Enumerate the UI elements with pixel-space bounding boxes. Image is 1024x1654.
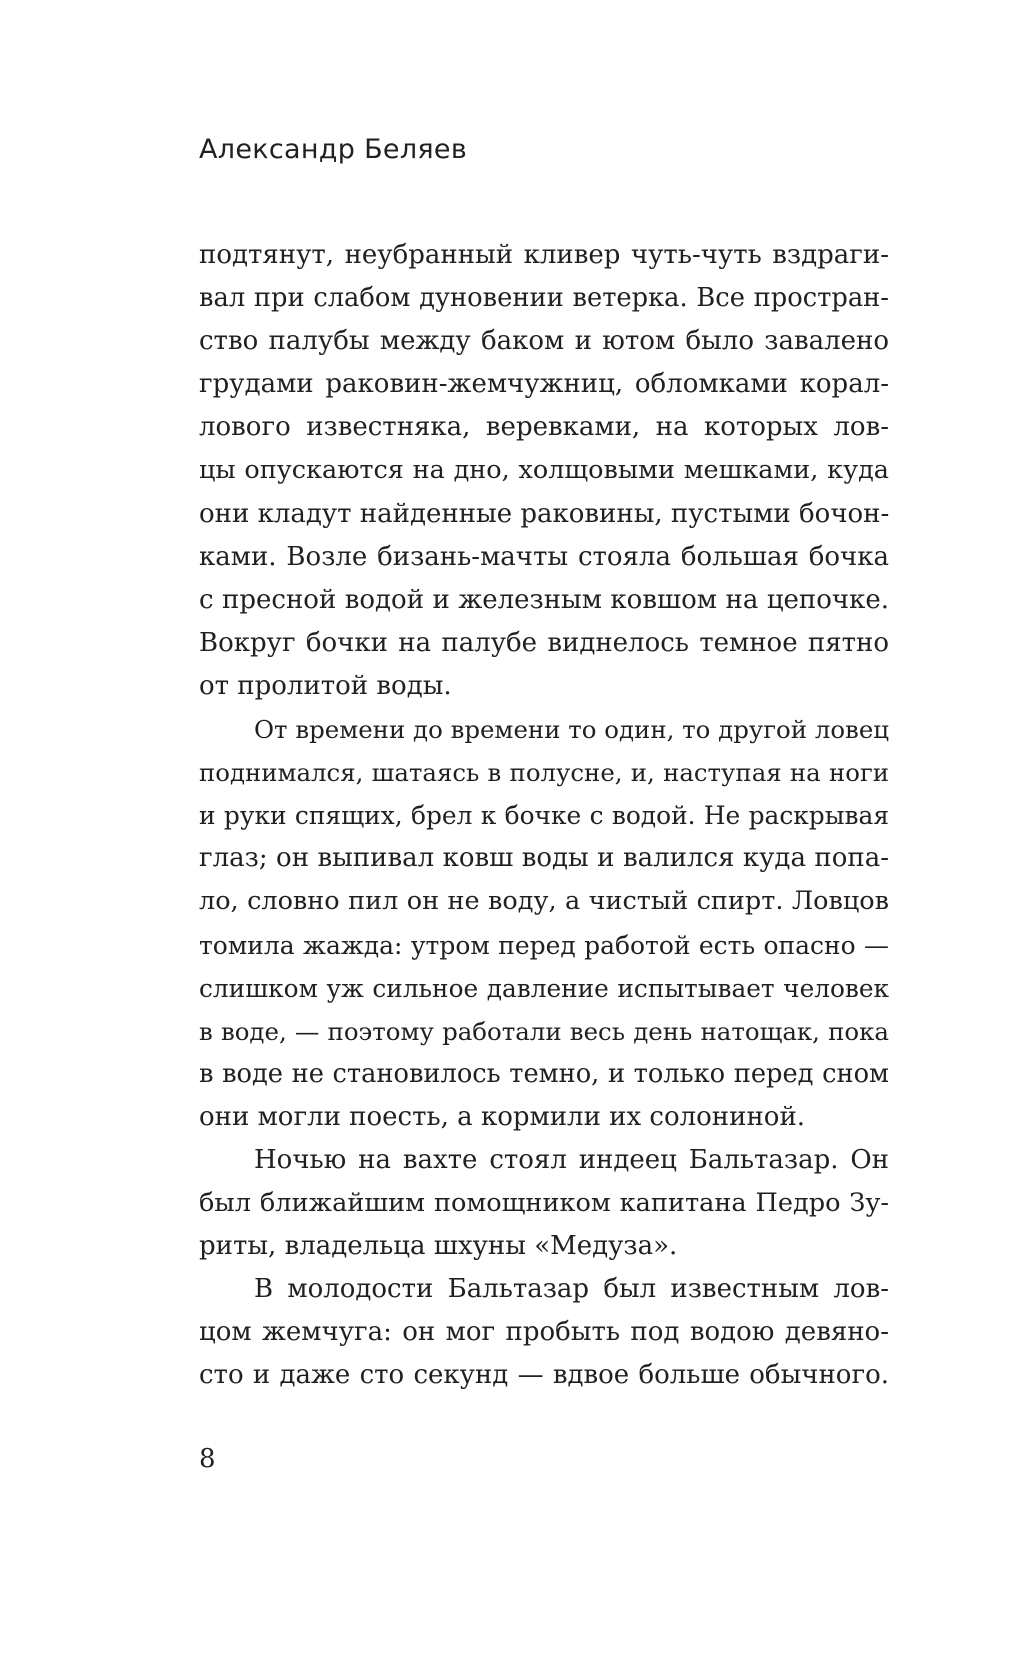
- text-line: от пролитой воды.: [199, 670, 452, 701]
- text-line: в воде не становилось темно, и только перед сном: [199, 1058, 889, 1089]
- text-line: сто и даже сто секунд — вдвое больше обычного.: [199, 1360, 889, 1391]
- paragraph: [199, 1139, 889, 1268]
- text-line: ками. Возле бизань-мачты стояла большая бочка: [199, 541, 889, 572]
- text-line: риты, владельца шхуны «Медуза».: [199, 1231, 678, 1262]
- paragraph: [199, 234, 889, 708]
- text-line: был ближайшим помощником капитана Педро Зу-: [199, 1188, 889, 1219]
- text-line: слишком уж сильное давление испытывает человек: [199, 973, 889, 1003]
- text-line: От времени до времени то один, то другой ловец: [254, 715, 889, 745]
- text-line: томила жажда: утром перед работой есть опасно —: [199, 930, 889, 960]
- text-line: В молодости Бальтазар был известным лов-: [254, 1274, 889, 1305]
- text-line: ло, словно пил он не воду, а чистый спирт. Ловцов: [199, 886, 889, 917]
- text-line: и руки спящих, брел к бочке с водой. Не раскрывая: [199, 801, 889, 831]
- text-line: грудами раковин-жемчужниц, обломками корал-: [199, 369, 889, 400]
- text-line: вал при слабом дуновении ветерка. Все простран-: [199, 283, 889, 314]
- text-line: ство палубы между баком и ютом было завалено: [199, 326, 889, 357]
- text-line: с пресной водой и железным ковшом на цепочке.: [199, 584, 889, 615]
- page-number: 8: [199, 1444, 216, 1474]
- paragraph: [199, 1268, 889, 1397]
- text-line: лового известняка, веревками, на которых лов-: [199, 412, 889, 443]
- text-line: они кладут найденные раковины, пустыми бочон-: [199, 498, 890, 529]
- text-line: глаз; он выпивал ковш воды и валился куда попа-: [199, 843, 889, 874]
- text-line: цом жемчуга: он мог пробыть под водою девяно-: [199, 1317, 889, 1348]
- paragraph: [199, 708, 889, 1139]
- text-line: Вокруг бочки на палубе виднелось темное пятно: [199, 627, 889, 658]
- text-line: подтянут, неубранный кливер чуть-чуть вздраги-: [199, 240, 889, 270]
- body-text: [199, 234, 889, 1398]
- text-line: они могли поесть, а кормили их солониной.: [199, 1101, 806, 1132]
- text-line: в воде, — поэтому работали весь день натощак, пока: [199, 1016, 889, 1046]
- running-head-author: Александр Беляев: [199, 134, 468, 165]
- text-line: Ночью на вахте стоял индеец Бальтазар. Он: [254, 1144, 889, 1175]
- text-line: поднимался, шатаясь в полусне, и, наступая на ноги: [199, 758, 889, 788]
- text-line: цы опускаются на дно, холщовыми мешками, куда: [199, 455, 889, 486]
